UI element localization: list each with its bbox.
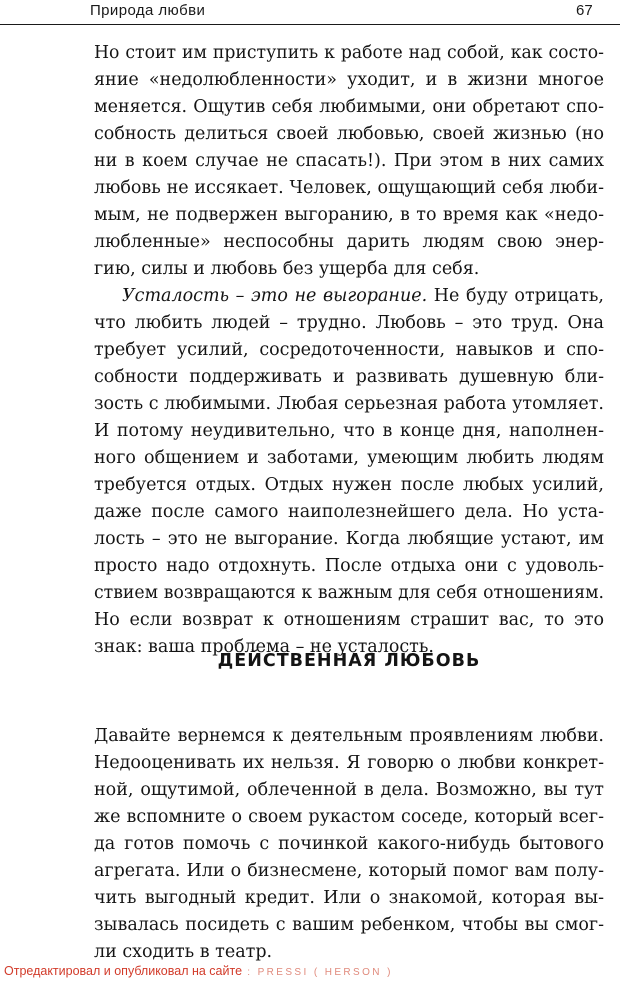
running-title: Природа любви — [90, 2, 206, 19]
text-line: мым, не подвержен выгоранию, в то время как «недо- — [94, 205, 604, 225]
text-line: зывалась посидеть с вашим ребенком, чтобы вы смог- — [94, 914, 604, 935]
text-line: любленные» неспособны дарить людям свою энер- — [94, 232, 604, 252]
text-line: даже после самого наиполезнейшего дела. Но уста- — [94, 502, 604, 522]
footer-site-text: : PRESSI ( HERSON ) — [242, 967, 393, 978]
text-line: ни в коем случае не спасать!). При этом в них самих — [94, 151, 604, 171]
page-header — [0, 0, 620, 25]
text-line: агрегата. Или о бизнесмене, который помог вам полу- — [94, 860, 604, 881]
text-line: лость – это не выгорание. Когда любящие устают, им — [94, 529, 604, 549]
text-line: Давайте вернемся к деятельным проявлениям любви. — [94, 725, 604, 746]
paragraph-1 — [94, 40, 604, 283]
text-line: Но если возврат к отношениям страшит вас, то это — [94, 610, 604, 630]
text-line: Недооценивать их нельзя. Я говорю о любви конкрет- — [94, 752, 604, 773]
text-line: яние «недолюбленности» уходит, и в жизни многое — [94, 70, 604, 90]
text-line: знак: ваша проблема – не усталость. — [94, 637, 434, 657]
text-line: требует усилий, сосредоточенности, навыков и спо- — [94, 340, 604, 360]
text-line: меняется. Ощутив себя любимыми, они обретают спо- — [94, 97, 604, 117]
text-line: просто надо отдохнуть. После отдыха они с удоволь- — [94, 556, 604, 576]
text-line: же вспомните о своем рукастом соседе, который всег- — [94, 806, 604, 827]
text-line — [94, 283, 604, 310]
text-line: любовь не иссякает. Человек, ощущающий себя люби- — [94, 178, 604, 198]
footer-watermark — [4, 964, 393, 978]
footer-note-text: Отредактировал и опубликовал на сайте — [4, 964, 243, 978]
paragraph-2 — [94, 283, 604, 661]
text-line: ной, ощутимой, облеченной в дела. Возможно, вы тут — [94, 779, 604, 800]
text-line: да готов помочь с починкой какого-нибудь бытового — [94, 833, 604, 854]
section-heading: ДЕЙСТВЕННАЯ ЛЮБОВЬ — [217, 651, 481, 671]
text-line: И потому неудивительно, что в конце дня, наполнен- — [94, 421, 604, 441]
text-line: чить выгодный кредит. Или о знакомой, которая вы- — [94, 887, 604, 908]
body-text — [94, 40, 604, 661]
page-number: 67 — [576, 2, 593, 19]
text-line: гию, силы и любовь без ущерба для себя. — [94, 259, 480, 279]
text-line: собности поддерживать и развивать душевную бли- — [94, 367, 604, 387]
text-line: Но стоит им приступить к работе над собой, как состо- — [94, 43, 604, 63]
text-line: что любить людей – трудно. Любовь – это труд. Она — [94, 313, 604, 333]
first-line-rest: Не буду отрицать, — [427, 286, 604, 306]
body-text-section — [94, 705, 604, 983]
italic-lead: Усталость – это не выгорание. — [122, 286, 428, 306]
text-line: ного общением и заботами, умеющим любить людям — [94, 448, 604, 468]
text-line: требуется отдых. Отдых нужен после любых усилий, — [94, 475, 604, 495]
text-line: собность делиться своей любовью, своей жизнью (но — [94, 124, 604, 144]
text-line: ли сходить в театр. — [94, 941, 273, 962]
text-line: ствием возвращаются к важным для себя отношениям. — [94, 583, 604, 603]
text-line: зость с любимыми. Любая серьезная работа утомляет. — [94, 394, 604, 414]
paragraph-3 — [94, 723, 604, 966]
